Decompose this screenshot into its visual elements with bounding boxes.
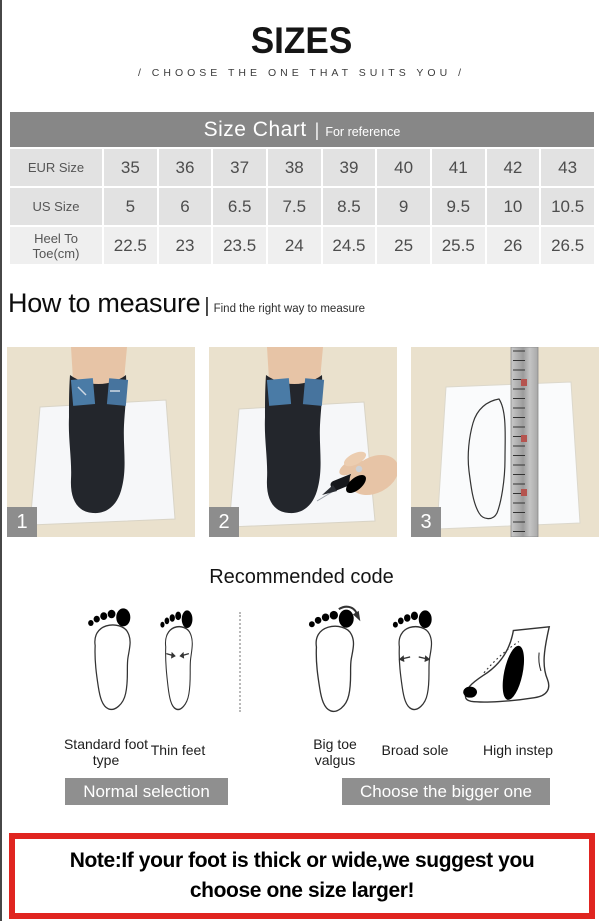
step2-badge: 2 (209, 507, 239, 537)
us-size-cell: 9 (377, 188, 430, 225)
heel-toe-cell: 26.5 (541, 227, 594, 264)
heel-toe-cell: 25 (377, 227, 430, 264)
size-note (9, 833, 595, 919)
eur-size-cell: 36 (159, 149, 212, 186)
big-toe-valgus-diagram (304, 604, 362, 716)
normal-selection-button: Normal selection (65, 778, 228, 805)
heel-toe-cell: 26 (487, 227, 540, 264)
page-header (2, 22, 601, 79)
heel-toe-cell: 23 (159, 227, 212, 264)
size-chart-header (10, 112, 594, 147)
thin-feet-diagram (158, 610, 196, 714)
heel-toe-cell: 24.5 (323, 227, 376, 264)
measure-step-photos (7, 347, 598, 537)
us-size-cell: 9.5 (432, 188, 485, 225)
row-label-us: US Size (10, 188, 102, 225)
eur-size-cell: 39 (323, 149, 376, 186)
foot-type-label-thin: Thin feet (150, 742, 206, 758)
how-to-measure-subtitle: Find the right way to measure (213, 303, 366, 315)
eur-size-cell: 43 (541, 149, 594, 186)
step1-photo-foot-on-paper (7, 347, 195, 537)
size-chart-subtitle: For reference (325, 124, 401, 139)
table-row-eur (10, 149, 594, 186)
step2-photo-trace-foot (209, 347, 397, 537)
eur-size-cell: 42 (487, 149, 540, 186)
step3-photo-ruler-measure (411, 347, 599, 537)
size-note-line1: Note:If your foot is thick or wide,we suggest you (69, 849, 535, 872)
eur-size-cell: 37 (213, 149, 266, 186)
how-to-divider: | (204, 295, 210, 317)
choose-bigger-one-button: Choose the bigger one (342, 778, 550, 805)
foot-type-label-standard: Standard foot type (63, 736, 149, 769)
page-tagline: / CHOOSE THE ONE THAT SUITS YOU / (137, 67, 466, 79)
foot-type-label-instep: High instep (482, 742, 554, 758)
us-size-cell: 6.5 (213, 188, 266, 225)
foot-type-label-broad: Broad sole (381, 742, 449, 758)
eur-size-cell: 38 (268, 149, 321, 186)
row-label-eur: EUR Size (10, 149, 102, 186)
standard-foot-diagram (85, 608, 135, 714)
eur-size-cell: 40 (377, 149, 430, 186)
step3-badge: 3 (411, 507, 441, 537)
eur-size-cell: 41 (432, 149, 485, 186)
eur-size-cell: 35 (104, 149, 157, 186)
table-row-heel-to-toe (10, 227, 594, 264)
header-divider: | (314, 119, 320, 140)
us-size-cell: 7.5 (268, 188, 321, 225)
high-instep-diagram (460, 624, 575, 718)
heel-toe-cell: 23.5 (213, 227, 266, 264)
table-row-us (10, 188, 594, 225)
how-to-measure-title: How to measure (8, 288, 201, 318)
page-title: SIZES (250, 20, 353, 61)
us-size-cell: 8.5 (323, 188, 376, 225)
size-chart-title: Size Chart (203, 117, 307, 141)
size-chart-table (8, 110, 596, 266)
us-size-cell: 6 (159, 188, 212, 225)
us-size-cell: 10.5 (541, 188, 594, 225)
heel-toe-cell: 22.5 (104, 227, 157, 264)
us-size-cell: 10 (487, 188, 540, 225)
row-label-heel-to-toe: Heel To Toe(cm) (10, 227, 102, 264)
step1-badge: 1 (7, 507, 37, 537)
heel-toe-cell: 24 (268, 227, 321, 264)
broad-sole-diagram (390, 610, 436, 714)
us-size-cell: 5 (104, 188, 157, 225)
recommended-code-title: Recommended code (209, 566, 394, 588)
how-to-measure-heading (8, 288, 365, 319)
foot-type-label-valgus: Big toe valgus (313, 736, 357, 769)
diagram-group-divider (239, 612, 241, 712)
size-note-line2: choose one size larger! (189, 879, 415, 902)
heel-toe-cell: 25.5 (432, 227, 485, 264)
